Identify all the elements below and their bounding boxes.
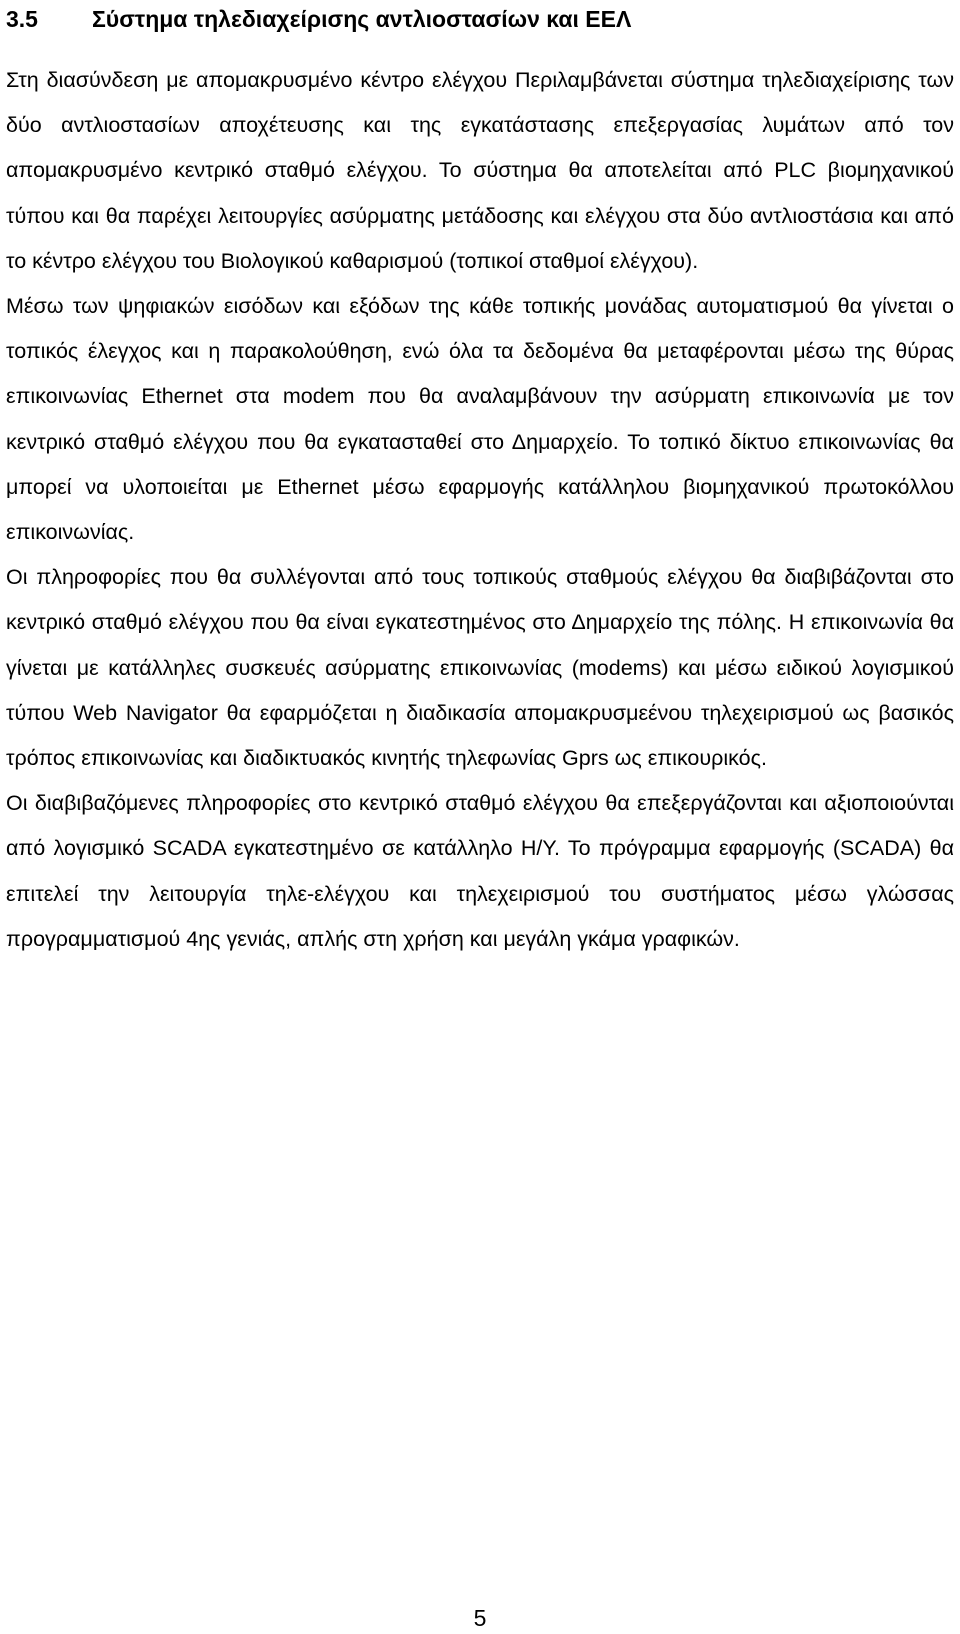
section-number: 3.5: [6, 6, 38, 32]
section-heading: [6, 2, 631, 36]
paragraph-information-transfer: Οι πληροφορίες που θα συλλέγονται από τους τοπικούς σταθμούς ελέγχου θα διαβιβάζονται στο κεντρικό σταθμό ελέγχου που θα είναι εγκατεστημένος στο Δημαρχείο της πόλης. Η επικοινωνία θα γίνεται με κατάλληλες συσκευές ασύρματης επικοινωνίας (modems) και μέσω ειδικού λογισμικού τύπου Web Navigator θα εφαρμόζεται η διαδικασία απομακρυσμεένου τηλεχειρισμού ως βασικός τρόπος επικοινωνίας και διαδικτυακός κινητής τηλεφωνίας Gprs ως επικουρικός.: [6, 565, 954, 771]
section-title: Σύστημα τηλεδιαχείρισης αντλιοστασίων και ΕΕΛ: [92, 6, 632, 32]
page-number: 5: [473, 1605, 487, 1631]
paragraph-digital-io: Μέσω των ψηφιακών εισόδων και εξόδων της κάθε τοπικής μονάδας αυτοματισμού θα γίνεται ο τοπικός έλεγχος και η παρακολούθηση, ενώ όλα τα δεδομένα θα μεταφέρονται μέσω της θύρας επικοινωνίας Ethernet στα modem που θα αναλαμβάνουν την ασύρματη επικοινωνία με τον κεντρικό σταθμό ελέγχου που θα εγκατασταθεί στο Δημαρχείο. Το τοπικό δίκτυο επικοινωνίας θα μπορεί να υλοποιείται με Ethernet μέσω εφαρμογής κατάλληλου βιομηχανικού πρωτοκόλλου επικοινωνίας.: [6, 294, 954, 545]
paragraph-scada: Οι διαβιβαζόμενες πληροφορίες στο κεντρικό σταθμό ελέγχου θα επεξεργάζονται και αξιοποιούνται από λογισμικό SCADA εγκατεστημένο σε κατάλληλο Η/Υ. Το πρόγραμμα εφαρμογής (SCADA) θα επιτελεί την λειτουργία τηλε-ελέγχου και τηλεχειρισμού του συστήματος μέσω γλώσσας προγραμματισμού 4ης γενιάς, απλής στη χρήση και μεγάλη γκάμα γραφικών.: [6, 791, 954, 951]
paragraph-remote-control-intro: Στη διασύνδεση με απομακρυσμένο κέντρο ελέγχου Περιλαμβάνεται σύστημα τηλεδιαχείρισης των δύο αντλιοστασίων αποχέτευσης και της εγκατάστασης επεξεργασίας λυμάτων από τον απομακρυσμένο κεντρικό σταθμό ελέγχου. Το σύστημα θα αποτελείται από PLC βιομηχανικού τύπου και θα παρέχει λειτουργίες ασύρματης μετάδοσης και ελέγχου στα δύο αντλιοστάσια και από το κέντρο ελέγχου του Βιολογικού καθαρισμού (τοπικοί σταθμοί ελέγχου).: [6, 68, 954, 273]
body-text: [6, 58, 954, 962]
